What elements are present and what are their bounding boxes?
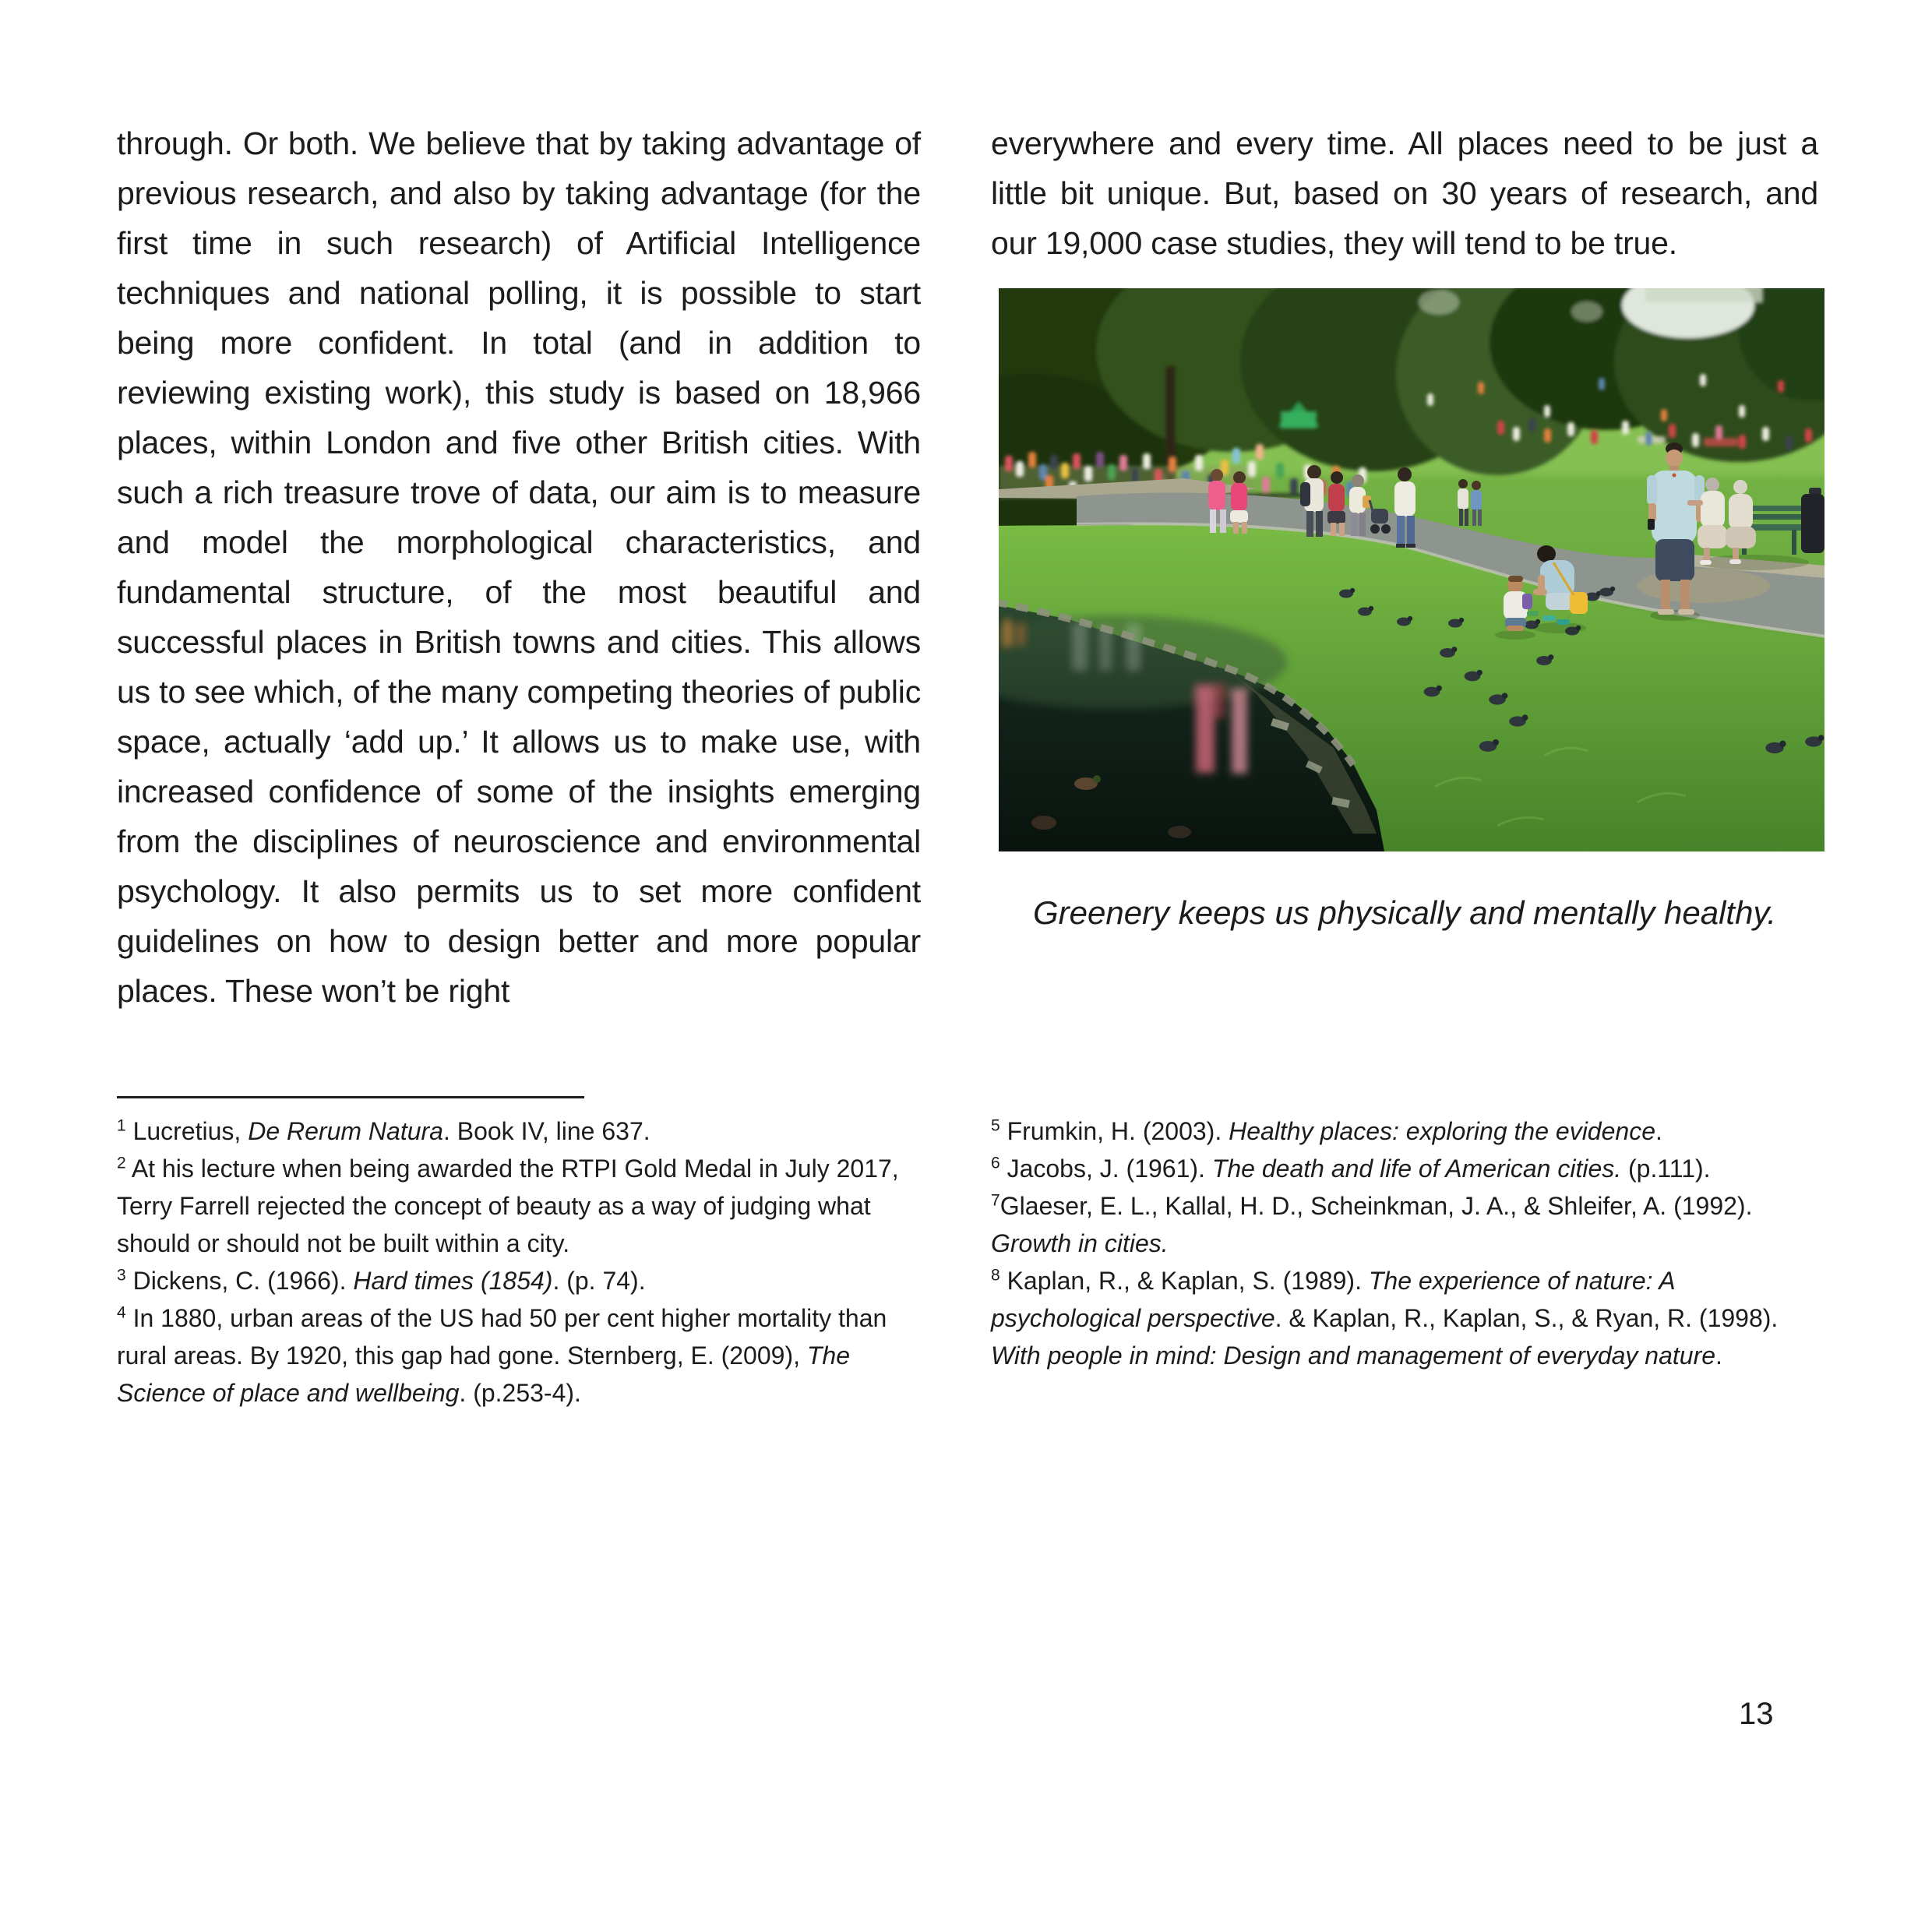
footnote-8: $^8$ Kaplan, R., & Kaplan, S. (1989). The experience of nature: A psychological perspective. & Kaplan, R., Kaplan, S., & Ryan, R. (1998). With people in mind: Design and management of everyday nature.	[991, 1266, 1779, 1370]
park-photo-graphic	[999, 288, 1824, 851]
footnote-4: $^4$ In 1880, urban areas of the US had 50 per cent higher mortality than rural areas. By 1920, this gap had gone. Sternberg, E. (2009), The Science of place and wellbeing. (p.253-4).	[117, 1303, 887, 1407]
park-photo	[999, 288, 1824, 851]
footnote-1: $^1$ Lucretius, De Rerum Natura. Book IV, line 637.	[117, 1116, 650, 1145]
photo-caption: Greenery keeps us physically and mentally healthy.	[1032, 894, 1777, 931]
footnote-3: $^3$ Dickens, C. (1966). Hard times (1854). (p. 74).	[117, 1266, 646, 1295]
footnote-5: $^5$ Frumkin, H. (2003). Healthy places: exploring the evidence.	[991, 1116, 1662, 1145]
footnote-2: $^2$ At his lecture when being awarded the RTPI Gold Medal in July 2017, Terry Farrell rejected the concept of beauty as a way of judging what should or should not be built within a city.	[117, 1154, 899, 1257]
footnote-7: $^7$Glaeser, E. L., Kallal, H. D., Scheinkman, J. A., & Shleifer, A. (1992). Growth in cities.	[991, 1191, 1753, 1257]
body-column-left: through. Or both. We believe that by taking advantage of previous research, and also by taking advantage (for the first time in such research) of Artificial Intelligence techniques and national polling, it is possible to start being more confident. In total (and in addition to reviewing existing work), this study is based on 18,966 places, within London and five other British cities. With such a rich treasure trove of data, our aim is to measure and model the morphological characteristics, and fundamental structure, of the most beautiful and successful places in British towns and cities. This allows us to see which, of the many competing theories of public space, actually ‘add up.’ It allows us to make use, with increased confidence of some of the insights emerging from the disciplines of neuroscience and environmental psychology. It also permits us to set more confident guidelines on how to design better and more popular places. These won’t be right	[117, 125, 921, 1009]
footnote-separator	[117, 1096, 584, 1098]
footnotes-left	[117, 1096, 921, 1412]
footnote-6: $^6$ Jacobs, J. (1961). The death and life of American cities. (p.111).	[991, 1154, 1711, 1183]
trash-bin	[1801, 488, 1824, 553]
body-column-right: everywhere and every time. All places need to be just a little bit unique. But, based on 30 years of research, and our 19,000 case studies, they will tend to be true.	[991, 125, 1818, 261]
page-number: 13	[1739, 1697, 1774, 1731]
pink-reflection	[1196, 686, 1215, 773]
footnotes-right	[991, 1112, 1821, 1374]
